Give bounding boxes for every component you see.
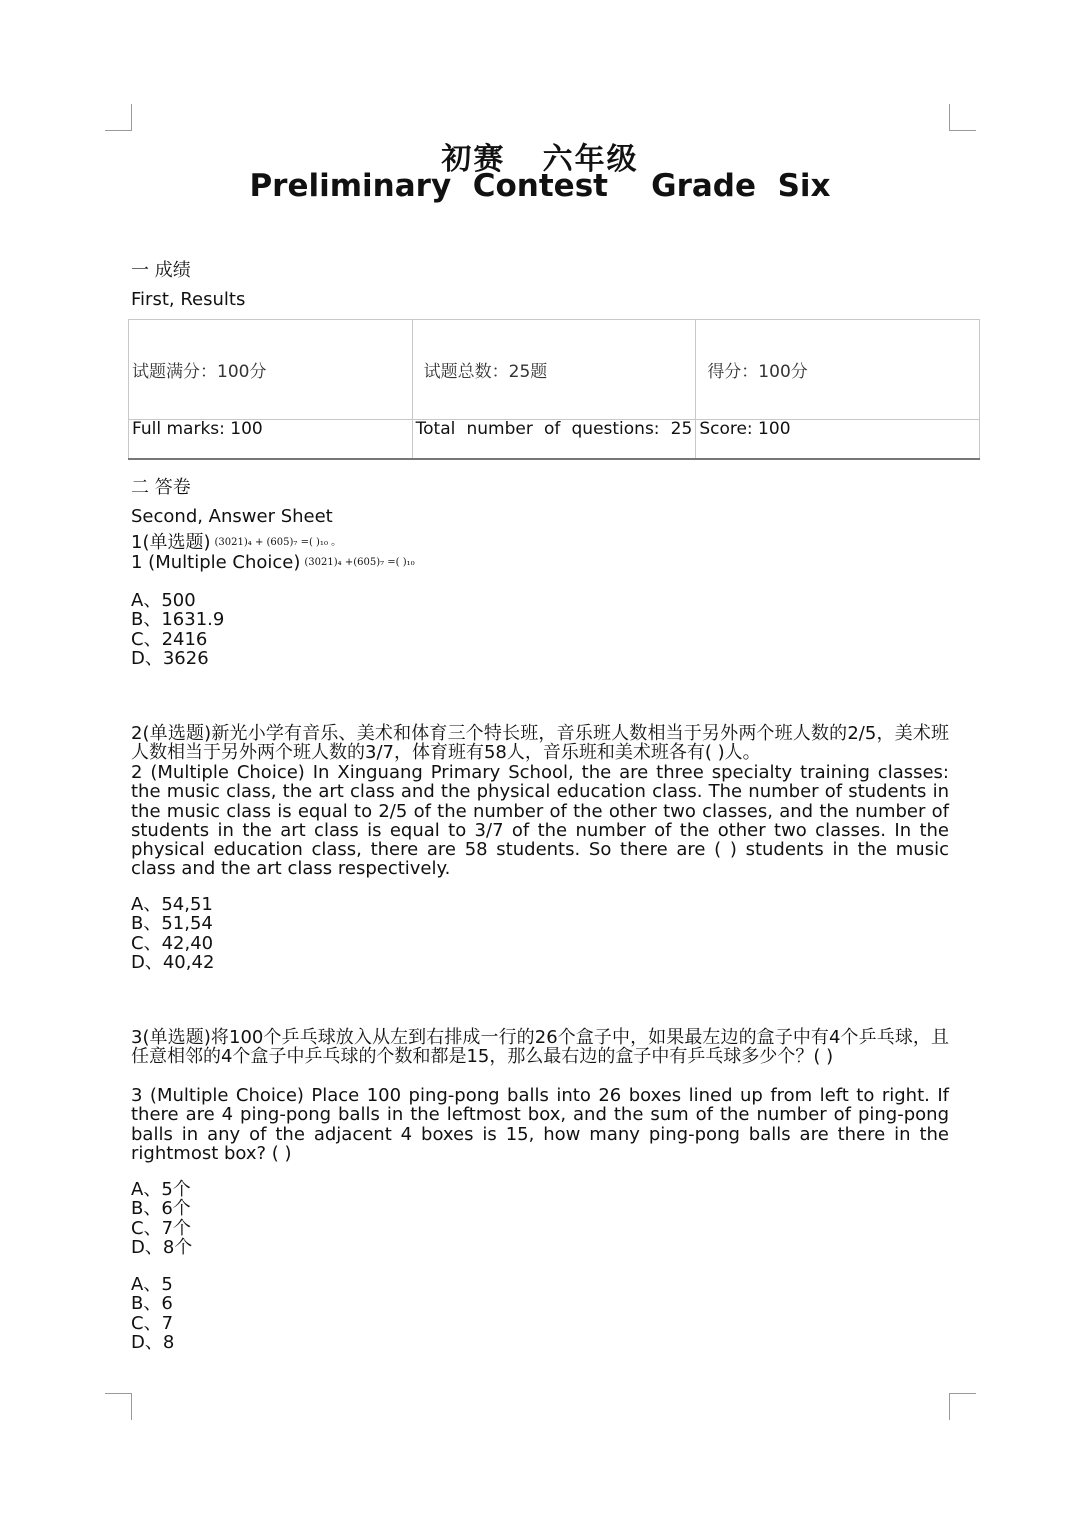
option-a: A、54,51: [131, 894, 213, 915]
question-3-stem-english: 3 (Multiple Choice) Place 100 ping-pong balls into 26 boxes lined up from left to right. If there are 4 ping-pong balls in the leftmost box, and the sum of the number of ping-pong balls in any of the adjacent 4 boxes is 15, how many ping-pong balls are there in the rightmost box? ( ): [131, 1085, 949, 1164]
option-a: A、5: [131, 1274, 173, 1295]
question-1-formula-chinese: (3021)₄ + (605)₇ =( )₁₀ 。: [214, 537, 342, 548]
total-questions-cell-english: Total number of questions: 25: [412, 420, 696, 459]
option-d: D、3626: [131, 647, 209, 669]
page-title-chinese: 初赛 六年级: [441, 142, 639, 177]
crop-mark-top-right: [949, 104, 976, 131]
question-1-stem-english: [131, 553, 415, 573]
page-title-english: Preliminary Contest Grade Six: [249, 168, 831, 204]
option-a: A、500: [131, 590, 196, 611]
option-d: D、40,42: [131, 951, 215, 973]
option-b: B、6: [131, 1293, 173, 1315]
score-cell-english: Score: 100: [696, 420, 980, 459]
question-2-options: [131, 895, 214, 972]
full-marks-cell-chinese: 试题满分：100分: [129, 320, 413, 420]
option-d: D、8: [131, 1331, 175, 1353]
option-c: C、2416: [131, 628, 208, 650]
option-c: C、7: [131, 1312, 174, 1334]
question-3-options-english: [131, 1275, 174, 1352]
question-2-stem-english: 2 (Multiple Choice) In Xinguang Primary School, the are three specialty training classes: the music class, the art class and the physical education class. The number of students in the music class is equal to 2/5 of the number of the other two classes, and the number of students in the art class is equal to 3/7 of the number of the other two classes. In the physical education class, there are 58 students. So there are ( ) students in the music class and the art class respectively.: [131, 762, 949, 880]
option-a: A、5个: [131, 1179, 191, 1200]
option-c: C、7个: [131, 1217, 192, 1239]
section2-heading-chinese: 二 答卷: [131, 477, 191, 498]
score-table-row-chinese: [129, 320, 980, 420]
score-table-row-english: [129, 420, 980, 459]
total-questions-cell-chinese: 试题总数：25题: [412, 320, 696, 420]
crop-mark-bottom-right: [949, 1393, 976, 1420]
option-b: B、1631.9: [131, 609, 225, 631]
score-cell-chinese: 得分：100分: [696, 320, 980, 420]
question-1-options: [131, 591, 224, 668]
question-3-stem-chinese: 3(单选题)将100个乒乓球放入从左到右排成一行的26个盒子中，如果最左边的盒子中有4个乒乓球，且任意相邻的4个盒子中乒乓球的个数和都是15，那么最右边的盒子中有乒乓球多少个？( ): [131, 1027, 949, 1068]
question-1-label-english: 1 (Multiple Choice): [131, 552, 301, 573]
question-1-formula-english: (3021)₄ +(605)₇ =( )₁₀: [304, 557, 415, 568]
question-1-label-chinese: 1(单选题): [131, 532, 211, 553]
score-table: [128, 319, 980, 459]
option-c: C、42,40: [131, 932, 214, 954]
section1-heading-chinese: 一 成绩: [131, 260, 191, 281]
crop-mark-bottom-left: [105, 1393, 132, 1420]
option-b: B、6个: [131, 1198, 191, 1220]
section2-heading-english: Second, Answer Sheet: [131, 506, 333, 527]
crop-mark-top-left: [105, 104, 132, 131]
table-bottom-rule: [128, 458, 980, 460]
full-marks-cell-english: Full marks: 100: [129, 420, 413, 459]
question-3-options-chinese: [131, 1180, 192, 1257]
option-b: B、51,54: [131, 913, 213, 935]
question-1-stem-chinese: [131, 533, 341, 553]
option-d: D、8个: [131, 1236, 193, 1258]
section1-heading-english: First, Results: [131, 289, 246, 310]
question-2-stem-chinese: 2(单选题)新光小学有音乐、美术和体育三个特长班，音乐班人数相当于另外两个班人数的2/5，美术班人数相当于另外两个班人数的3/7，体育班有58人，音乐班和美术班各有( )人。: [131, 723, 949, 764]
